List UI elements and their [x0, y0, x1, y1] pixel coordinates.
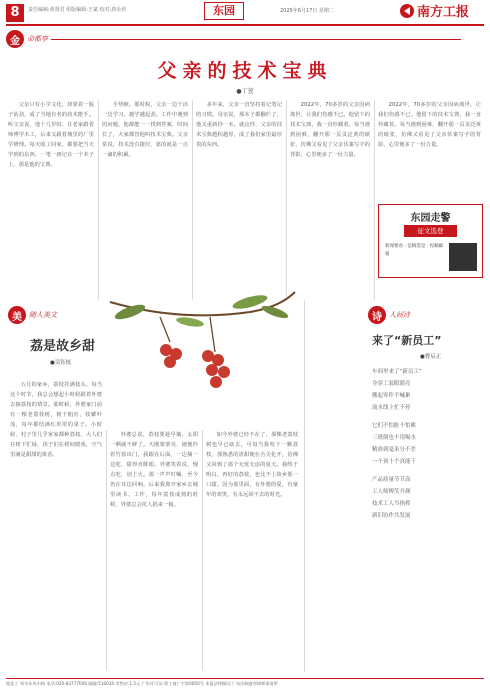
poem-line: 搬起零件不喊累	[372, 393, 411, 399]
section-title: 东园	[204, 2, 244, 20]
essay-column-name: 命都亭	[27, 35, 48, 43]
essay-rule	[51, 39, 461, 40]
divider	[106, 430, 107, 670]
poem-line: 车间里来了“新员工”	[372, 369, 422, 375]
poetry-column-name: 人间诗	[389, 311, 410, 319]
poetry-badge: 诗	[368, 306, 386, 324]
notice-title: 东园走警	[410, 213, 451, 224]
prose-article-col3: 如今外婆已经不在了，那棵老荔枝树也早已砍去。可每当我咬下一颗荔枝，那熟悉的清甜便在舌尖化开，仿佛又回到了那个无忧无虑的夏天。我终于明白，再好的荔枝，也比不上故乡那一口甜。因为那里面，有外婆的爱，有童年的欢笑，有永远回不去的时光。	[206, 432, 298, 498]
notice-subtitle: 征文选登	[404, 225, 457, 237]
main-article-title: 父亲的技术宝典	[157, 60, 333, 82]
divider	[304, 300, 305, 672]
poem-line: 一个顶十个真能干	[372, 459, 417, 465]
dongyuan-notice-box	[378, 204, 483, 278]
poem-line: 工人师傅笑开颜	[372, 489, 411, 495]
main-article-col3: 多年来，父亲一直坚持着记笔记的习惯。母亲说，那本子都翻烂了，他又重新抄一本。就这样，父亲的技术宝典越积越厚，成了我们家里最珍贵的东西。	[196, 102, 282, 148]
divider	[374, 100, 375, 300]
divider	[202, 430, 203, 670]
prose-column-marker	[8, 306, 57, 324]
divider	[286, 100, 287, 300]
newspaper-logo	[398, 2, 484, 20]
poem-line: 身穿工装眼睛亮	[372, 381, 411, 387]
paper-name: 南方工报	[417, 5, 470, 20]
qr-code-icon	[449, 243, 477, 271]
poem-body	[372, 366, 484, 522]
page-number: 8	[6, 4, 24, 22]
divider	[98, 100, 99, 300]
poem-line: 产品质量节节高	[372, 477, 411, 483]
main-article-col2: 手势帧。那时候，父亲一边干活一边学习，越学越起劲。工作中遇到的问题，他都能一一找到答案，时间长了，大家都管他叫技术宝典。父亲常说，技术没有捷径，靠的就是一点一滴的积累。	[102, 102, 188, 158]
lychee-illustration	[100, 282, 300, 422]
footer-info: 地址:广州市东风中路 电话:020-83777000 邮编:510030 零售价:1.5元 广告许可证:粤工商广字第0050号 本报法律顾问:广东法制盛邦律师事务所	[6, 681, 278, 686]
prose-badge: 美	[8, 306, 26, 324]
prose-column-name: 随人美文	[29, 311, 57, 319]
essay-column-marker	[6, 30, 461, 48]
poem-line: 新旧协作共发展	[372, 513, 411, 519]
poem-line: 精准到毫米分不差	[372, 447, 417, 453]
poem-line: 它们不怕脏不怕累	[372, 423, 417, 429]
main-article-author: ●丁萱	[236, 88, 254, 95]
header-rule	[6, 24, 484, 26]
poem-line: 技术工人当指挥	[372, 501, 411, 507]
prose-article-col2: 外婆总说，荔枝要趁早摘，太阳一晒就不鲜了。天刚蒙蒙亮，她便拎着竹篮出门，我跟在后面，一边摘一边吃，甜得直眯眼。外婆笑着说，慢点吃，别上火。那一声声叮嘱，至今仍在耳边回响。后来我离开家乡去城里读书、工作，每年荔枝成熟的时候，外婆总会托人捎来一箱。	[110, 432, 198, 508]
poetry-column-marker	[368, 306, 410, 324]
notice-text: 新闻要看 · 征稿选登 · 投稿邮箱	[385, 244, 444, 257]
main-article-col5: 2022年，70多岁的父亲因病离世，让我们伤感不已。他留下的技术宝典，我一直珍藏着。每当遇到困难，翻开那一页页泛黄的纸张，仿佛又看见了父亲伏案写字的背影，心里便多了一份力量。	[378, 102, 481, 148]
footer-rule	[6, 678, 484, 679]
prose-article-col1: 五月的家乡，荔枝挂满枝头。每当这个时节，我总会想起小时候跟着外婆去摘荔枝的情景。那时候，外婆家门前有一棵老荔枝树，树干粗壮，枝繁叶茂，每年都结满红彤彤的果子。小时候，村子里几乎家家都种荔枝，大人们在树下忙碌，孩子们在树间嬉戏，空气里满是甜甜的果香。	[10, 382, 102, 458]
issue-date: 2025年6月17日 星期二	[280, 8, 334, 14]
poem-title: 来了“新员工”	[372, 334, 442, 347]
poem-line: 流水线上忙不停	[372, 405, 411, 411]
main-article-col1: 父亲只有小学文化，却靠着一股子钻劲，成了当地有名的技术能手。听父亲说，他十几岁时，在老家跟着师傅学木工，后来又跟着城里的厂里学修理。每天收工回家，都要把当天学到的东西，一笔一画记在一个本子上，那是他的宝典。	[8, 102, 94, 168]
divider	[192, 100, 193, 300]
poem-line: 三班倒也不用喝水	[372, 435, 417, 441]
essay-badge: 金	[6, 30, 24, 48]
poem-author: ●曹启正	[420, 354, 442, 360]
main-article-col4: 2022年，70多岁的父亲因病离世，让我们伤感不已。他留下的技术宝典，我一直珍藏着。每当遇到困难，翻开那一页页泛黄的纸张，仿佛又看见了父亲伏案写字的背影，心里便多了一份力量。	[290, 102, 370, 158]
editors-line: 责任编辑:黄贤君 组版编辑:王斌 校对:唐永传	[28, 7, 127, 13]
prose-article-author: ●吴钰炫	[50, 360, 72, 366]
prose-article-title: 荔是故乡甜	[30, 339, 96, 354]
